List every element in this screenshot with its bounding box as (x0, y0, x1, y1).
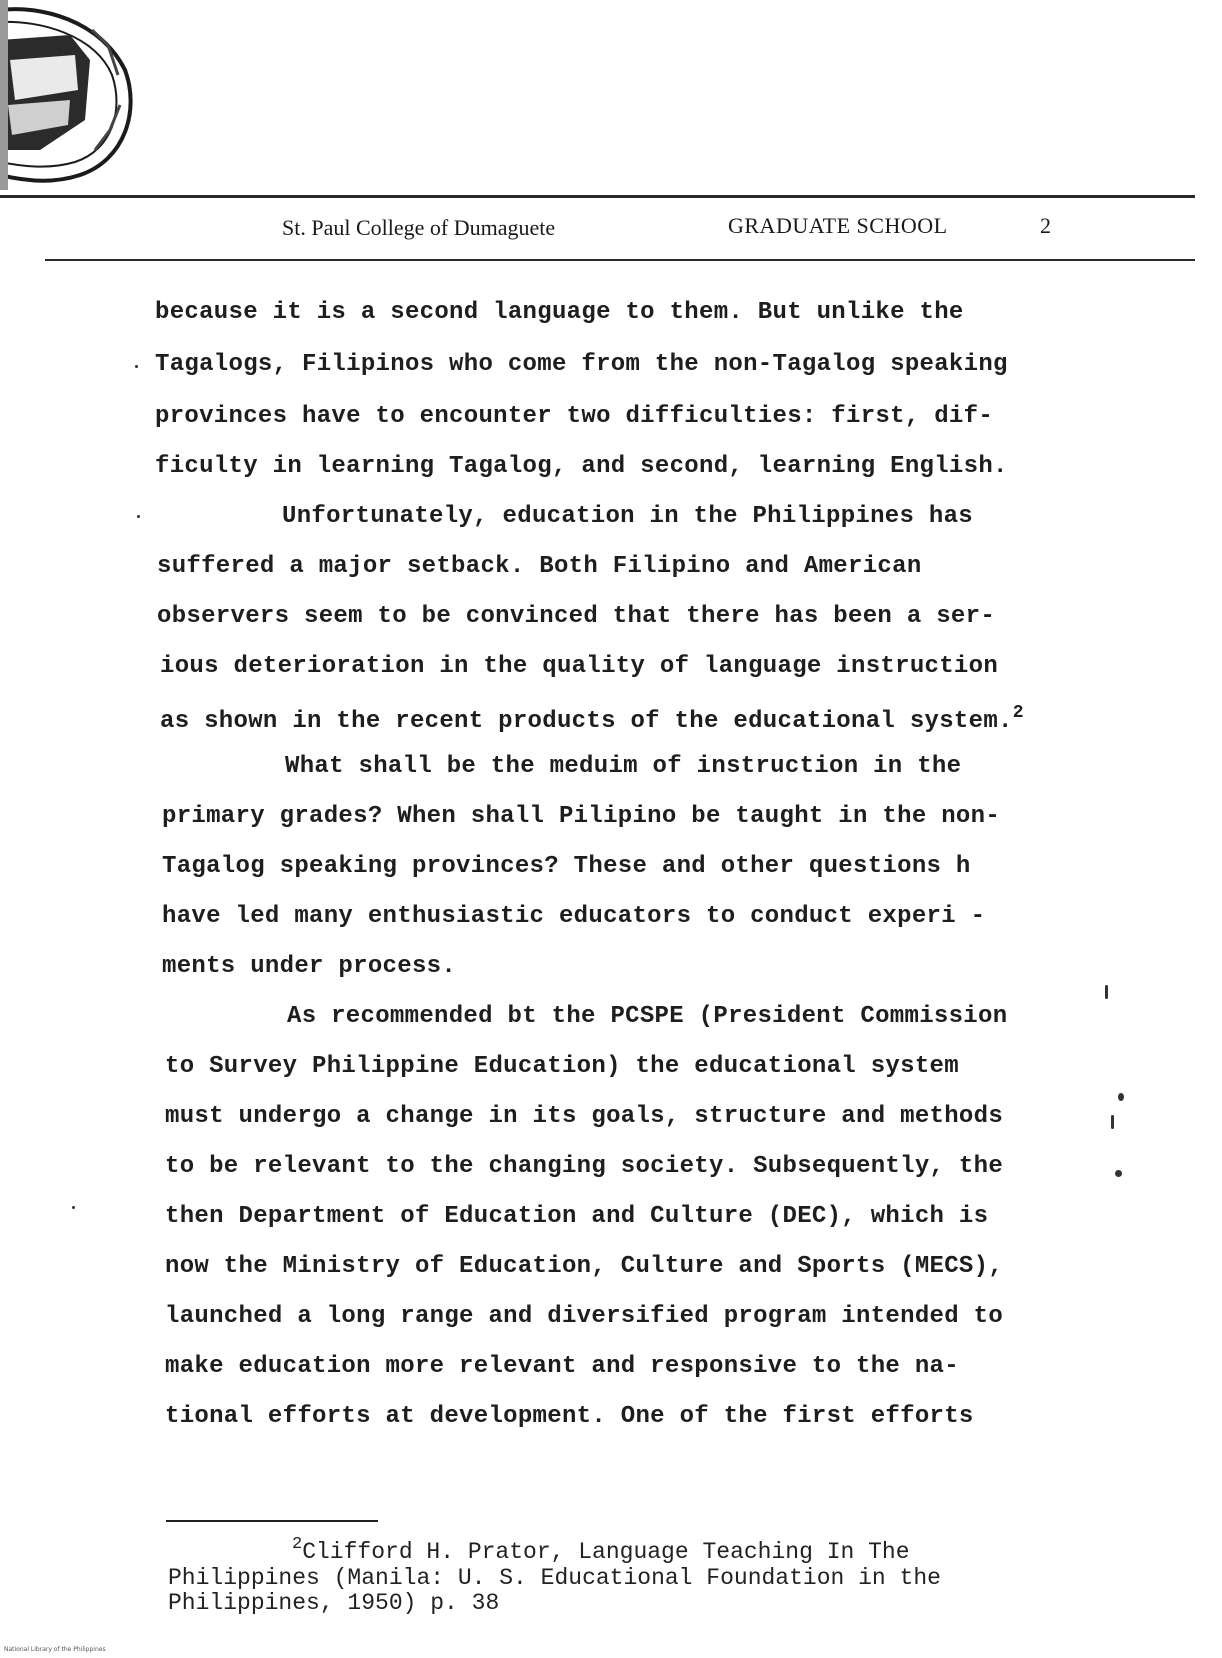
body-line-with-footnote-ref (160, 703, 1024, 735)
footnote-line (292, 1535, 910, 1565)
body-line: then Department of Education and Culture (DEC), which is (165, 1203, 989, 1230)
body-line: suffered a major setback. Both Filipino and American (157, 553, 922, 580)
body-line: ments under process. (162, 953, 457, 980)
body-line: Tagalog speaking provinces? These and other questions h (162, 853, 971, 880)
footnote-separator (166, 1520, 378, 1522)
body-line: tional efforts at development. One of the first efforts (165, 1403, 974, 1430)
scan-speck (1105, 985, 1108, 999)
footnote-line: Philippines (Manila: U. S. Educational Foundation in the (168, 1565, 941, 1591)
footnote-reference: 2 (1012, 703, 1024, 723)
body-line: make education more relevant and responsive to the na- (165, 1353, 959, 1380)
archive-stamp: National Library of the Philippines (4, 1646, 106, 1653)
footnote-text: Clifford H. Prator, Language Teaching In The (302, 1539, 910, 1565)
body-line: have led many enthusiastic educators to conduct experi - (162, 903, 986, 930)
body-line: What shall be the meduim of instruction in the (285, 753, 962, 780)
body-line: must undergo a change in its goals, structure and methods (165, 1103, 1004, 1130)
page-number: 2 (1040, 213, 1051, 238)
body-line: provinces have to encounter two difficulties: first, dif- (155, 403, 994, 430)
body-line: ficulty in learning Tagalog, and second, learning English. (155, 453, 1008, 480)
body-line: now the Ministry of Education, Culture and Sports (MECS), (165, 1253, 1004, 1280)
college-seal-logo (0, 0, 140, 190)
body-line: because it is a second language to them. But unlike the (155, 299, 964, 326)
footnote-line: Philippines, 1950) p. 38 (168, 1590, 500, 1616)
scan-speck (1118, 1093, 1124, 1101)
header-department: GRADUATE SCHOOL (728, 213, 948, 238)
header-school-name: St. Paul College of Dumaguete (282, 215, 556, 240)
scan-speck (1115, 1170, 1122, 1177)
body-line: launched a long range and diversified program intended to (165, 1303, 1004, 1330)
body-line: Tagalogs, Filipinos who come from the non-Tagalog speaking (155, 351, 1008, 378)
header-bottom-rule (45, 259, 1195, 261)
body-line: ious deterioration in the quality of language instruction (160, 653, 999, 680)
scan-speck (72, 1206, 75, 1209)
body-line: observers seem to be convinced that there has been a ser- (157, 603, 996, 630)
scan-speck (135, 365, 138, 368)
body-line-text: as shown in the recent products of the educational system. (160, 708, 1013, 735)
body-line: Unfortunately, education in the Philippines has (282, 503, 974, 530)
footnote-marker: 2 (292, 1535, 303, 1554)
body-line: As recommended bt the PCSPE (President Commission (287, 1003, 1008, 1030)
scan-speck (1111, 1115, 1114, 1129)
body-line: primary grades? When shall Pilipino be taught in the non- (162, 803, 1001, 830)
body-line: to Survey Philippine Education) the educational system (165, 1053, 959, 1080)
header-top-rule (0, 195, 1195, 198)
scan-speck (137, 515, 140, 518)
body-line: to be relevant to the changing society. Subsequently, the (165, 1153, 1004, 1180)
